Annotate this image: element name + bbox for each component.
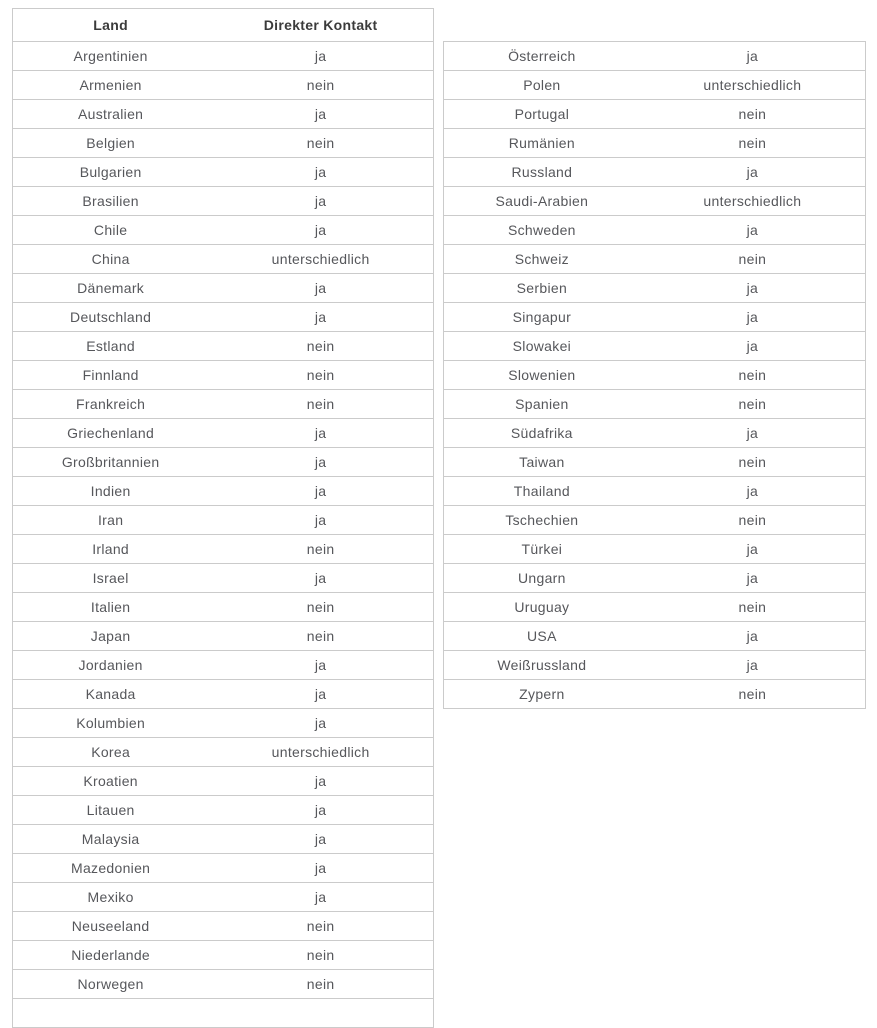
- table-cell: ja: [208, 448, 433, 477]
- table-cell: USA: [444, 622, 640, 651]
- table-cell: Kroatien: [13, 767, 209, 796]
- table-cell: nein: [208, 970, 433, 999]
- table-cell: ja: [208, 767, 433, 796]
- country-contact-table-right: [443, 41, 866, 709]
- table-cell: unterschiedlich: [208, 245, 433, 274]
- header-row: [13, 9, 434, 42]
- table-cell: nein: [640, 506, 866, 535]
- table-cell: ja: [208, 854, 433, 883]
- table-cell: Slowakei: [444, 332, 640, 361]
- table-row: [13, 448, 434, 477]
- table-row: [13, 216, 434, 245]
- table-cell: ja: [208, 564, 433, 593]
- table-cell: Finnland: [13, 361, 209, 390]
- table-row: [13, 854, 434, 883]
- table-cell: nein: [640, 245, 866, 274]
- table-cell: Niederlande: [13, 941, 209, 970]
- table-cell: Türkei: [444, 535, 640, 564]
- header-cell-land: Land: [13, 9, 209, 42]
- table-cell: ja: [208, 419, 433, 448]
- table-cell: Serbien: [444, 274, 640, 303]
- table-cell: Malaysia: [13, 825, 209, 854]
- table-row: [444, 564, 866, 593]
- table-row: [13, 709, 434, 738]
- table-cell: Polen: [444, 71, 640, 100]
- table-cell: Zypern: [444, 680, 640, 709]
- table-row: [13, 245, 434, 274]
- table-cell: Kanada: [13, 680, 209, 709]
- table-cell: nein: [208, 332, 433, 361]
- table-cell: Portugal: [444, 100, 640, 129]
- table-cell: Japan: [13, 622, 209, 651]
- table-cell: ja: [640, 535, 866, 564]
- table-cell: Weißrussland: [444, 651, 640, 680]
- table-cell: unterschiedlich: [208, 738, 433, 767]
- table-row: [13, 825, 434, 854]
- table-cell: China: [13, 245, 209, 274]
- table-cell: Armenien: [13, 71, 209, 100]
- table-cell: nein: [208, 593, 433, 622]
- table-cell: nein: [640, 361, 866, 390]
- table-row: [13, 651, 434, 680]
- table-row: [444, 332, 866, 361]
- table-cell: ja: [208, 158, 433, 187]
- table-cell: Jordanien: [13, 651, 209, 680]
- table-cell: Saudi-Arabien: [444, 187, 640, 216]
- table-row: [13, 419, 434, 448]
- table-row: [444, 622, 866, 651]
- table-cell: ja: [640, 42, 866, 71]
- table-cell: Großbritannien: [13, 448, 209, 477]
- table-cell: unterschiedlich: [640, 187, 866, 216]
- table-cell: Deutschland: [13, 303, 209, 332]
- table-cell: nein: [640, 390, 866, 419]
- table-cell: Singapur: [444, 303, 640, 332]
- table-row: [444, 158, 866, 187]
- table-cell: [13, 999, 209, 1028]
- table-cell: Irland: [13, 535, 209, 564]
- table-cell: Korea: [13, 738, 209, 767]
- header-cell-direkter-kontakt: Direkter Kontakt: [208, 9, 433, 42]
- table-row: [13, 999, 434, 1028]
- table-cell: Indien: [13, 477, 209, 506]
- table-cell: ja: [208, 709, 433, 738]
- table-body-right: [444, 42, 866, 709]
- table-cell: Norwegen: [13, 970, 209, 999]
- table-cell: ja: [640, 274, 866, 303]
- table-cell: nein: [640, 100, 866, 129]
- table-cell: nein: [208, 941, 433, 970]
- table-cell: Tschechien: [444, 506, 640, 535]
- table-row: [13, 274, 434, 303]
- clipped-partial-row: [13, 999, 434, 1028]
- table-cell: Schweiz: [444, 245, 640, 274]
- table-body-left: [13, 42, 434, 999]
- table-cell: ja: [640, 651, 866, 680]
- table-row: [13, 535, 434, 564]
- table-row: [444, 129, 866, 158]
- table-cell: nein: [208, 535, 433, 564]
- table-row: [13, 796, 434, 825]
- table-cell: nein: [208, 71, 433, 100]
- table-cell: Mexiko: [13, 883, 209, 912]
- table-cell: Taiwan: [444, 448, 640, 477]
- table-cell: nein: [208, 129, 433, 158]
- table-cell: nein: [208, 390, 433, 419]
- table-cell: ja: [208, 477, 433, 506]
- table-row: [444, 42, 866, 71]
- table-cell: ja: [640, 303, 866, 332]
- table-cell: Argentinien: [13, 42, 209, 71]
- table-cell: Südafrika: [444, 419, 640, 448]
- table-cell: ja: [208, 187, 433, 216]
- table-row: [13, 883, 434, 912]
- table-cell: unterschiedlich: [640, 71, 866, 100]
- table-cell: Bulgarien: [13, 158, 209, 187]
- table-row: [13, 506, 434, 535]
- country-contact-table-left: [12, 8, 434, 1028]
- table-row: [13, 941, 434, 970]
- table-cell: nein: [208, 622, 433, 651]
- table-row: [444, 593, 866, 622]
- table-cell: ja: [208, 274, 433, 303]
- table-cell: Griechenland: [13, 419, 209, 448]
- table-row: [13, 158, 434, 187]
- table-cell: ja: [640, 158, 866, 187]
- table-row: [444, 477, 866, 506]
- table-cell: Iran: [13, 506, 209, 535]
- table-cell: Slowenien: [444, 361, 640, 390]
- table-row: [13, 970, 434, 999]
- table-row: [444, 245, 866, 274]
- table-row: [444, 100, 866, 129]
- table-cell: nein: [640, 129, 866, 158]
- table-row: [13, 622, 434, 651]
- table-cell: nein: [640, 593, 866, 622]
- table-cell: ja: [640, 564, 866, 593]
- table-cell: Dänemark: [13, 274, 209, 303]
- table-row: [444, 651, 866, 680]
- table-row: [13, 187, 434, 216]
- table-cell: Rumänien: [444, 129, 640, 158]
- table-row: [444, 216, 866, 245]
- table-row: [444, 303, 866, 332]
- table-row: [444, 361, 866, 390]
- table-cell: Schweden: [444, 216, 640, 245]
- table-cell: Belgien: [13, 129, 209, 158]
- table-cell: ja: [640, 622, 866, 651]
- table-cell: ja: [640, 419, 866, 448]
- table-row: [444, 274, 866, 303]
- table-row: [444, 419, 866, 448]
- table-cell: Österreich: [444, 42, 640, 71]
- table-cell: ja: [208, 216, 433, 245]
- table-cell: ja: [208, 680, 433, 709]
- table-row: [13, 593, 434, 622]
- table-cell: ja: [208, 506, 433, 535]
- table-row: [13, 71, 434, 100]
- table-cell: ja: [208, 883, 433, 912]
- table-cell: ja: [640, 332, 866, 361]
- table-row: [444, 187, 866, 216]
- table-row: [444, 535, 866, 564]
- table-cell: Uruguay: [444, 593, 640, 622]
- table-cell: Ungarn: [444, 564, 640, 593]
- table-cell: Frankreich: [13, 390, 209, 419]
- table-header: [13, 9, 434, 42]
- table-cell: [208, 999, 433, 1028]
- table-cell: Estland: [13, 332, 209, 361]
- table-cell: ja: [208, 825, 433, 854]
- table-row: [13, 767, 434, 796]
- table-cell: ja: [640, 216, 866, 245]
- table-row: [13, 100, 434, 129]
- table-cell: nein: [208, 912, 433, 941]
- table-cell: Russland: [444, 158, 640, 187]
- table-row: [444, 506, 866, 535]
- table-cell: ja: [208, 100, 433, 129]
- table-row: [444, 71, 866, 100]
- table-cell: Italien: [13, 593, 209, 622]
- table-row: [13, 390, 434, 419]
- table-row: [13, 303, 434, 332]
- table-row: [13, 361, 434, 390]
- table-row: [13, 738, 434, 767]
- table-row: [444, 448, 866, 477]
- table-cell: ja: [208, 303, 433, 332]
- table-cell: ja: [208, 42, 433, 71]
- table-cell: ja: [208, 651, 433, 680]
- table-cell: Australien: [13, 100, 209, 129]
- table-cell: nein: [208, 361, 433, 390]
- table-row: [444, 390, 866, 419]
- table-cell: Neuseeland: [13, 912, 209, 941]
- table-cell: Israel: [13, 564, 209, 593]
- table-cell: Brasilien: [13, 187, 209, 216]
- table-cell: Litauen: [13, 796, 209, 825]
- table-row: [13, 680, 434, 709]
- table-cell: Chile: [13, 216, 209, 245]
- table-cell: nein: [640, 448, 866, 477]
- table-row: [444, 680, 866, 709]
- table-cell: Mazedonien: [13, 854, 209, 883]
- table-row: [13, 564, 434, 593]
- table-row: [13, 42, 434, 71]
- table-row: [13, 129, 434, 158]
- table-cell: ja: [640, 477, 866, 506]
- table-cell: Thailand: [444, 477, 640, 506]
- table-cell: Kolumbien: [13, 709, 209, 738]
- table-row: [13, 332, 434, 361]
- table-cell: Spanien: [444, 390, 640, 419]
- table-cell: nein: [640, 680, 866, 709]
- table-cell: ja: [208, 796, 433, 825]
- table-row: [13, 477, 434, 506]
- table-row: [13, 912, 434, 941]
